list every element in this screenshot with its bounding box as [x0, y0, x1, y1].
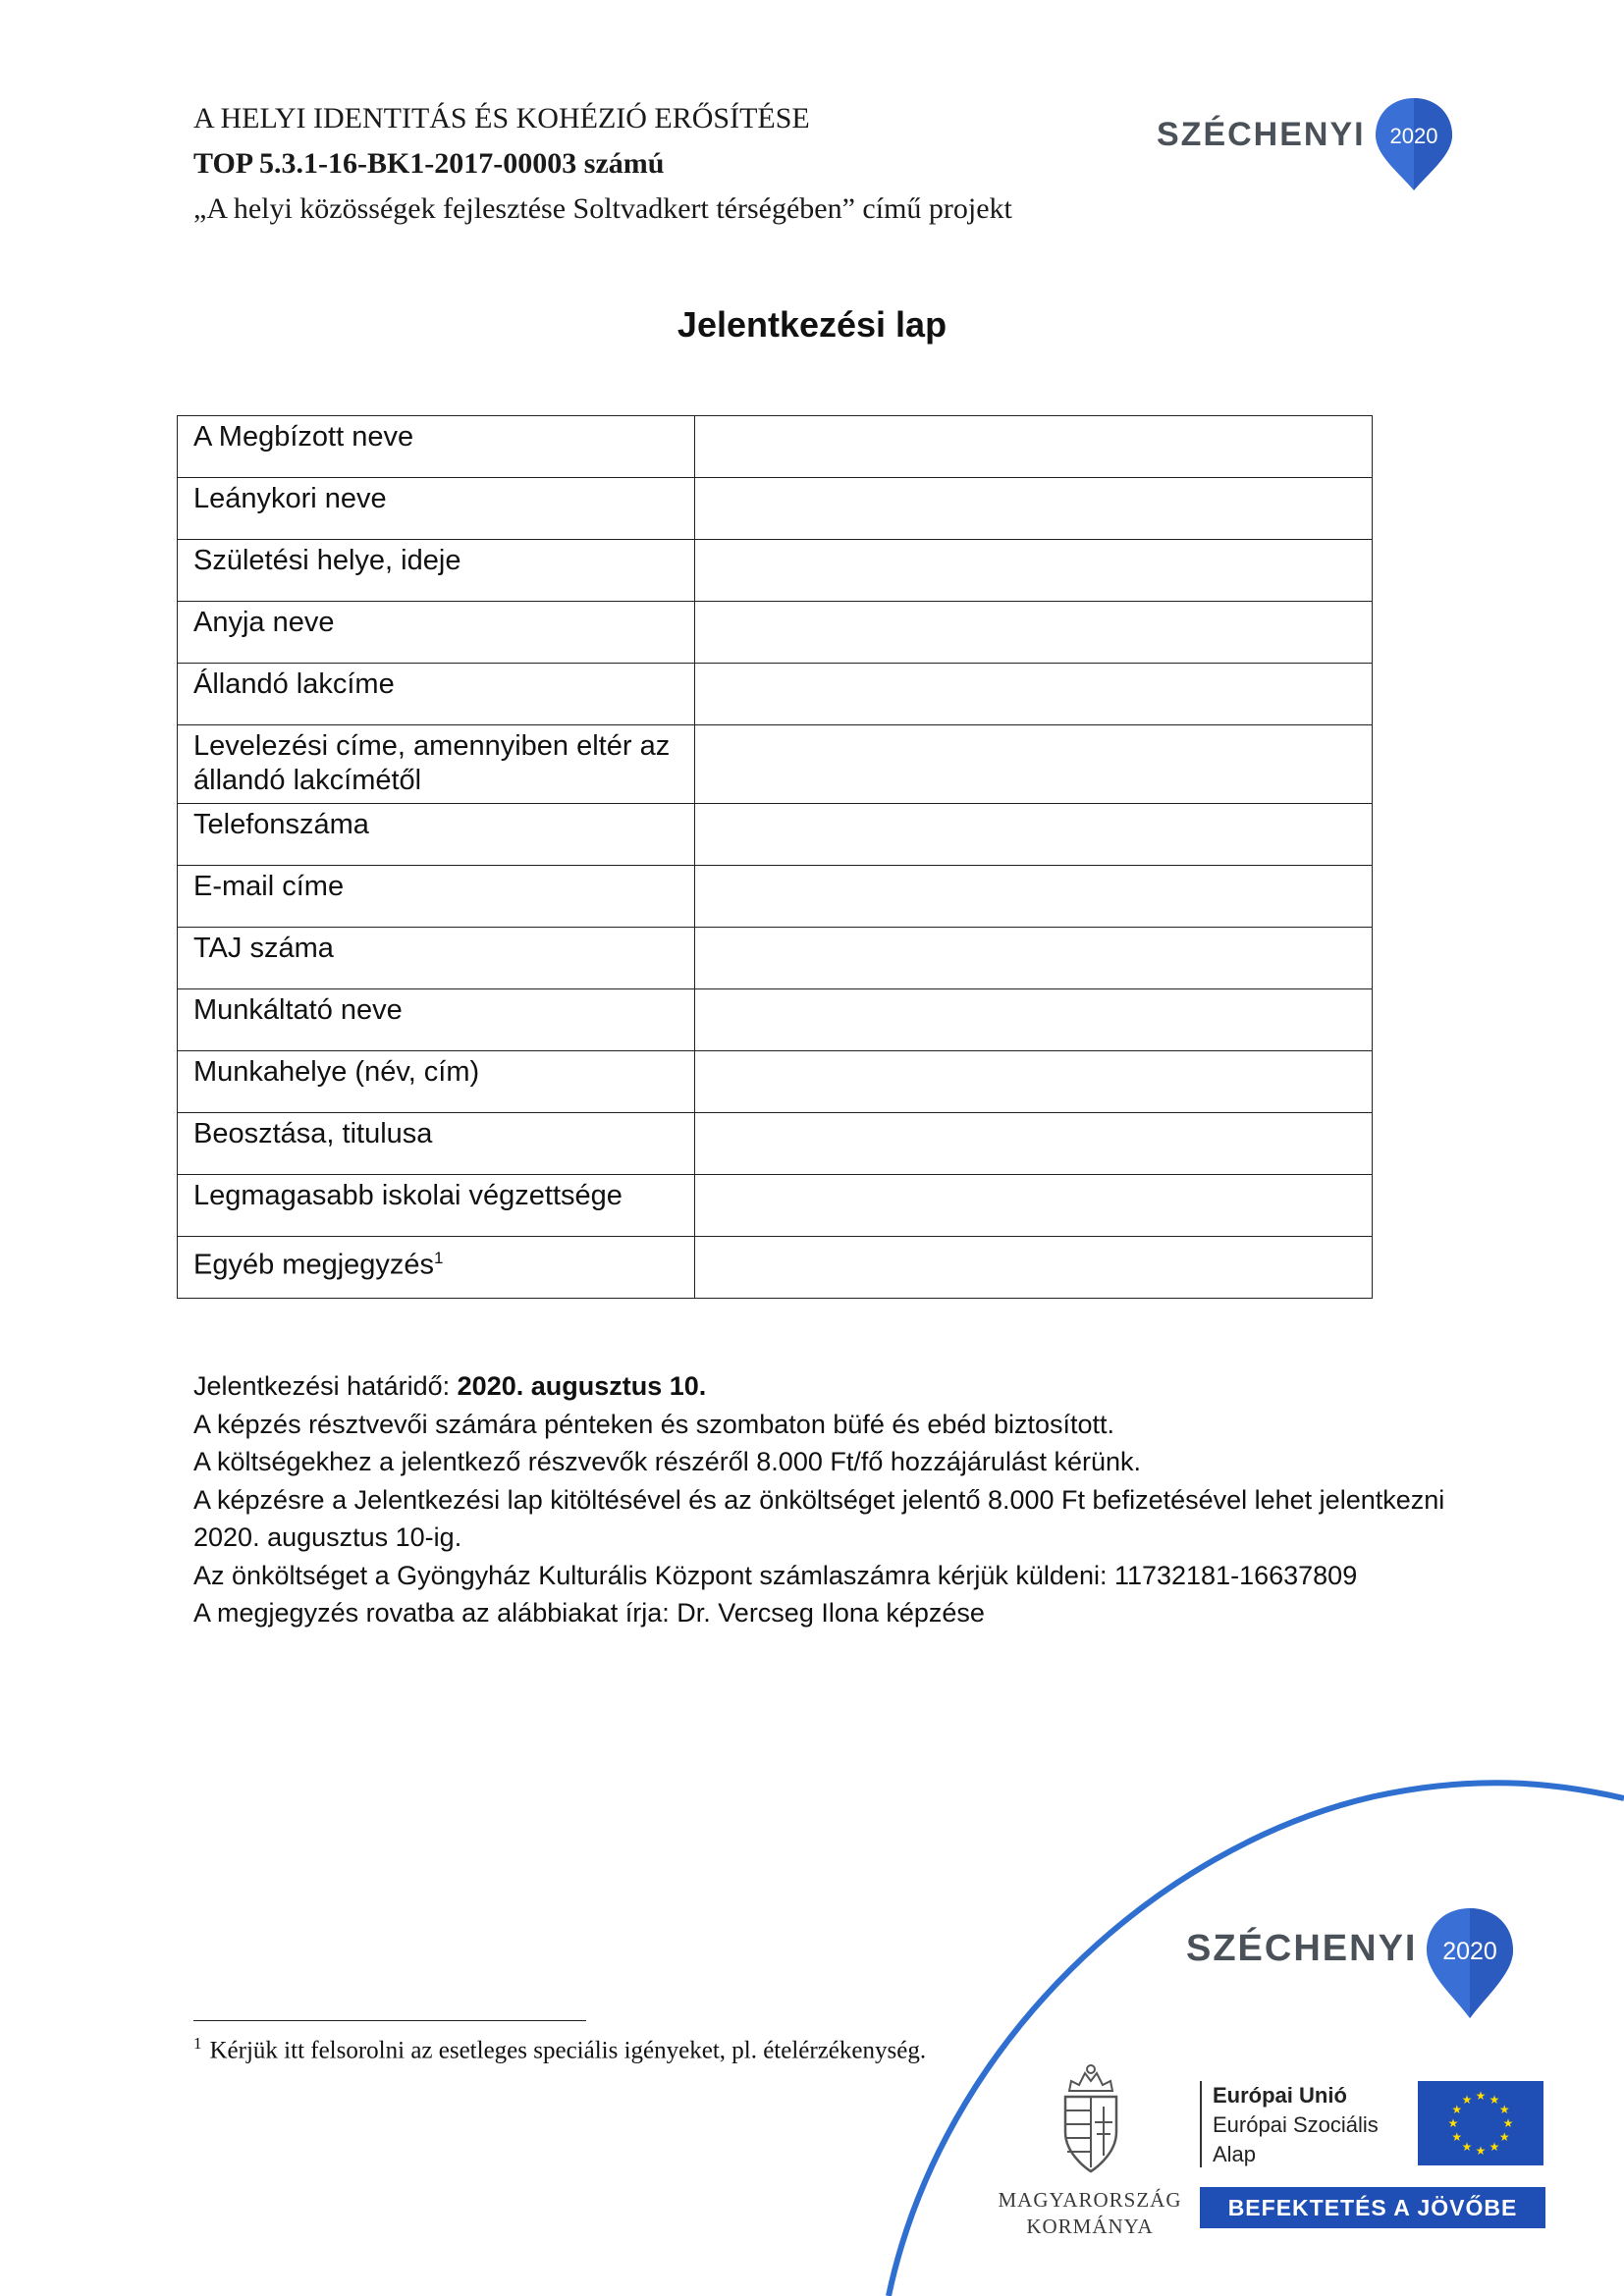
- szechenyi-logo-top: [1157, 94, 1458, 192]
- eu-star: ★: [1451, 2130, 1463, 2144]
- eu-star: ★: [1498, 2130, 1510, 2144]
- deadline-value: 2020. augusztus 10.: [457, 1371, 707, 1401]
- eu-flag-icon: [1418, 2081, 1543, 2165]
- szechenyi-logo-bottom: [1186, 1904, 1519, 2020]
- form-row-label: [178, 866, 695, 928]
- form-row-label: [178, 1237, 695, 1299]
- eu-star: ★: [1502, 2116, 1514, 2130]
- pin-icon: [1421, 1904, 1519, 2020]
- eu-label: [1213, 2081, 1379, 2169]
- government-label: [992, 2187, 1188, 2240]
- form-row-label: [178, 478, 695, 540]
- form-row-label: [178, 664, 695, 725]
- eu-star: ★: [1461, 2092, 1473, 2107]
- eu-label-line-3: Alap: [1213, 2142, 1257, 2166]
- form-row-label-text: Leánykori neve: [193, 483, 387, 514]
- form-row: [178, 866, 1373, 928]
- form-row-label-text: Anyja neve: [193, 607, 335, 638]
- pin-year: 2020: [1442, 1938, 1498, 1965]
- eu-divider: [1200, 2081, 1202, 2167]
- header-line-1: A HELYI IDENTITÁS ÉS KOHÉZIÓ ERŐSÍTÉSE: [193, 102, 810, 134]
- form-row-label: [178, 540, 695, 602]
- registration-notes: [193, 1367, 1519, 1632]
- form-row-label: [178, 989, 695, 1051]
- form-row-value-field[interactable]: [695, 664, 1373, 725]
- notes-line-2: A képzés résztvevői számára pénteken és szombaton büfé és ebéd biztosított.: [193, 1409, 1115, 1439]
- footnote: [193, 2034, 926, 2064]
- form-row-value-field[interactable]: [695, 540, 1373, 602]
- form-row-label-text: Munkáltató neve: [193, 994, 403, 1026]
- eu-star: ★: [1447, 2116, 1459, 2130]
- form-row-label-text: Levelezési címe, amennyiben eltér az állandó lakcímétől: [193, 730, 671, 796]
- pin-year: 2020: [1389, 124, 1438, 148]
- footnote-mark: 1: [193, 2034, 202, 2053]
- szechenyi-wordmark: SZÉCHENYI: [1186, 1928, 1418, 1969]
- eu-star: ★: [1475, 2089, 1487, 2103]
- eu-star: ★: [1475, 2144, 1487, 2158]
- notes-line-6: Az önköltséget a Gyöngyház Kulturális Központ számlaszámra kérjük küldeni: 11732181-16637809: [193, 1560, 1358, 1590]
- form-row-value-field[interactable]: [695, 725, 1373, 804]
- form-row-value-field[interactable]: [695, 989, 1373, 1051]
- form-row-label: [178, 725, 695, 804]
- header-line-2: TOP 5.3.1-16-BK1-2017-00003 számú: [193, 147, 665, 180]
- form-row: [178, 928, 1373, 989]
- form-row: [178, 1237, 1373, 1299]
- footnote-reference: 1: [434, 1249, 444, 1267]
- form-row: [178, 1175, 1373, 1237]
- szechenyi-wordmark: SZÉCHENYI: [1157, 116, 1366, 153]
- registration-form-table: [177, 415, 1373, 1299]
- government-label-line-1: MAGYARORSZÁG: [998, 2188, 1182, 2212]
- form-row-label: [178, 1051, 695, 1113]
- form-row-label-text: Beosztása, titulusa: [193, 1118, 433, 1149]
- form-row-value-field[interactable]: [695, 1237, 1373, 1299]
- form-row-value-field[interactable]: [695, 1051, 1373, 1113]
- form-row-label-text: Telefonszáma: [193, 809, 369, 840]
- form-row: [178, 989, 1373, 1051]
- form-row-value-field[interactable]: [695, 416, 1373, 478]
- form-row: [178, 540, 1373, 602]
- form-row: [178, 416, 1373, 478]
- form-row: [178, 804, 1373, 866]
- footnote-text: Kérjük itt felsorolni az esetleges speciális igényeket, pl. ételérzékenység.: [209, 2037, 927, 2064]
- form-row-label: [178, 1113, 695, 1175]
- form-row: [178, 478, 1373, 540]
- form-row: [178, 602, 1373, 664]
- form-row-label-text: Munkahelye (név, cím): [193, 1056, 480, 1088]
- footnote-divider: [193, 2020, 586, 2021]
- page-title: Jelentkezési lap: [677, 304, 947, 345]
- eu-star: ★: [1489, 2092, 1500, 2107]
- form-row-label-text: Állandó lakcíme: [193, 668, 395, 700]
- document-header: [193, 96, 1175, 232]
- eu-label-line-2: Európai Szociális: [1213, 2112, 1379, 2137]
- notes-line-5: 2020. augusztus 10-ig.: [193, 1522, 462, 1552]
- eu-star: ★: [1451, 2103, 1463, 2116]
- form-row-value-field[interactable]: [695, 804, 1373, 866]
- pin-icon: [1370, 94, 1458, 192]
- form-row-label-text: Legmagasabb iskolai végzettsége: [193, 1180, 623, 1211]
- form-row-value-field[interactable]: [695, 1113, 1373, 1175]
- form-row-label: [178, 602, 695, 664]
- notes-line-7: A megjegyzés rovatba az alábbiakat írja: Dr. Vercseg Ilona képzése: [193, 1598, 985, 1628]
- form-row-value-field[interactable]: [695, 602, 1373, 664]
- eu-star: ★: [1489, 2140, 1500, 2155]
- form-row-label-text: Egyéb megjegyzés: [193, 1249, 435, 1281]
- form-row: [178, 1051, 1373, 1113]
- form-row-value-field[interactable]: [695, 1175, 1373, 1237]
- form-row: [178, 725, 1373, 804]
- eu-star: ★: [1461, 2140, 1473, 2155]
- form-row-value-field[interactable]: [695, 866, 1373, 928]
- form-row: [178, 664, 1373, 725]
- form-row-label: [178, 928, 695, 989]
- form-row-label-text: E-mail címe: [193, 871, 345, 902]
- form-row-value-field[interactable]: [695, 928, 1373, 989]
- eu-star: ★: [1498, 2103, 1510, 2116]
- deadline-line: [193, 1367, 1519, 1406]
- eu-label-line-1: Európai Unió: [1213, 2083, 1347, 2108]
- header-line-3: „A helyi közösségek fejlesztése Soltvadkert térségében” című projekt: [193, 192, 1012, 225]
- notes-line-3: A költségekhez a jelentkező részvevők részéről 8.000 Ft/fő hozzájárulást kérünk.: [193, 1447, 1141, 1476]
- form-row-value-field[interactable]: [695, 478, 1373, 540]
- form-row-label: [178, 1175, 695, 1237]
- deadline-label: Jelentkezési határidő:: [193, 1371, 458, 1401]
- slogan-banner: BEFEKTETÉS A JÖVŐBE: [1200, 2187, 1545, 2228]
- form-row: [178, 1113, 1373, 1175]
- notes-line-4: A képzésre a Jelentkezési lap kitöltésével és az önköltséget jelentő 8.000 Ft befizetésével lehet jelentkezni: [193, 1484, 1445, 1515]
- form-row-label: [178, 416, 695, 478]
- form-row-label-text: Születési helye, ideje: [193, 545, 461, 576]
- government-label-line-2: KORMÁNYA: [1026, 2215, 1154, 2238]
- form-row-label: [178, 804, 695, 866]
- form-row-label-text: TAJ száma: [193, 933, 334, 964]
- form-row-label-text: A Megbízott neve: [193, 421, 414, 453]
- coat-of-arms-icon: [1056, 2061, 1126, 2179]
